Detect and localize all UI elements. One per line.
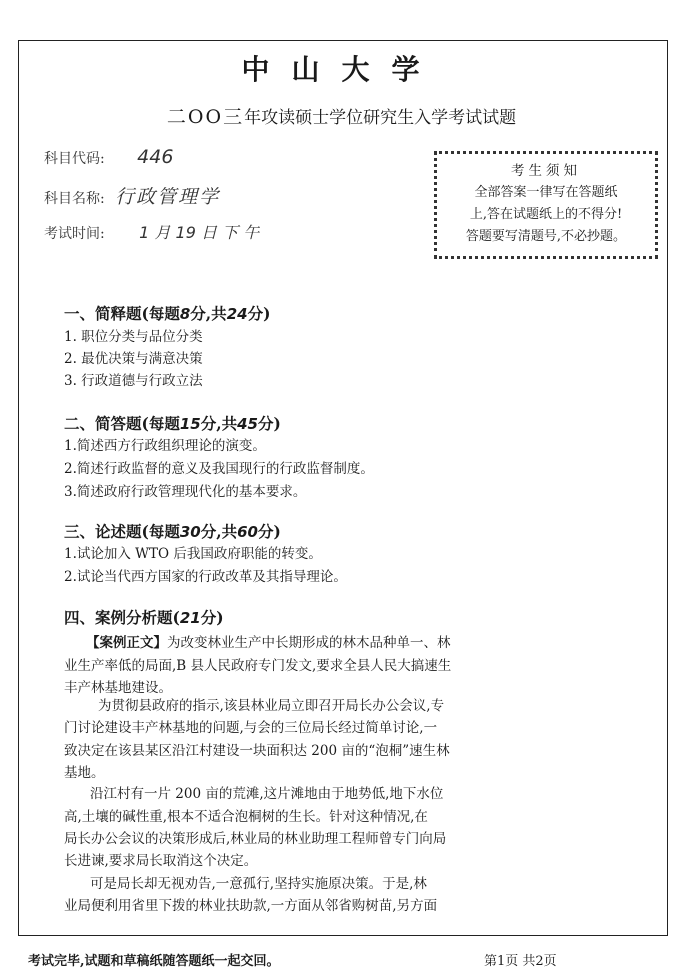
notice-title: 考生须知 xyxy=(511,163,581,179)
section-2-heading xyxy=(64,412,281,434)
section-1-item-1: 1. 职位分类与品位分类 xyxy=(64,329,203,345)
section-2-points-each: 15 xyxy=(179,415,201,433)
section-2-points-total: 45 xyxy=(237,415,258,433)
subject-code-value: 446 xyxy=(137,146,174,168)
case-para-4-line-1: 可是局长却无视劝告,一意孤行,坚持实施原决策。于是,林 xyxy=(90,876,427,892)
section-3-item-1: 1.试论加入 WTO 后我国政府职能的转变。 xyxy=(64,546,322,562)
university-name: 中山大学 xyxy=(241,53,442,86)
section-3-heading-suffix: 分) xyxy=(258,522,281,541)
exam-title xyxy=(0,102,683,129)
section-3-heading-prefix: 三、论述题(每题 xyxy=(64,522,180,541)
exam-time-label: 考试时间: xyxy=(44,226,105,242)
section-1-points-total: 24 xyxy=(226,305,248,323)
case-para-2-line-1: 为贯彻县政府的指示,该县林业局立即召开局长办公会议,专 xyxy=(98,698,445,714)
subject-code-label: 科目代码: xyxy=(44,151,105,167)
case-para-3-line-4: 长进谏,要求局长取消这个决定。 xyxy=(64,853,258,869)
section-1-heading-mid: 分,共 xyxy=(190,304,227,323)
section-1-heading xyxy=(64,302,270,324)
section-4-heading-suffix: 分) xyxy=(200,608,224,627)
case-para-3-line-2: 高,土壤的碱性重,根本不适合泡桐树的生长。针对这种情况,在 xyxy=(64,809,428,825)
section-3-heading xyxy=(64,520,281,542)
notice-line-2: 上,答在试题纸上的不得分! xyxy=(469,207,623,222)
section-2-item-3: 3.简述政府行政管理现代化的基本要求。 xyxy=(64,484,307,500)
exam-time-value: 1 月 19 日 下 午 xyxy=(139,223,260,242)
section-3-heading-mid: 分,共 xyxy=(200,522,238,541)
case-para-3-line-1: 沿江村有一片 200 亩的荒滩,这片滩地由于地势低,地下水位 xyxy=(90,786,444,802)
candidate-notice-box xyxy=(434,151,658,259)
case-label: 【案例正文】 xyxy=(86,635,167,651)
case-para-2-line-4: 基地。 xyxy=(64,765,105,781)
section-4-heading-prefix: 四、案例分析题( xyxy=(64,608,180,627)
case-para-4-line-2: 业局便利用省里下拨的林业扶助款,一方面从邻省购树苗,另方面 xyxy=(64,898,438,914)
section-1-points-each: 8 xyxy=(179,305,191,323)
section-1-heading-suffix: 分) xyxy=(247,304,271,323)
case-para-2-line-3: 致决定在该县某区沿江村建设一块面积达 200 亩的“泡桐”速生林 xyxy=(64,743,450,759)
section-1-item-2: 2. 最优决策与满意决策 xyxy=(64,351,203,367)
notice-line-1: 全部答案一律写在答题纸 xyxy=(474,185,618,200)
exam-time-row xyxy=(44,220,259,243)
subject-name-value: 行政管理学 xyxy=(115,186,221,208)
section-2-heading-mid: 分,共 xyxy=(200,414,238,433)
case-para-1-line-1-text: 为改变林业生产中长期形成的林木品种单一、林 xyxy=(167,635,451,651)
section-1-heading-prefix: 一、简释题(每题 xyxy=(64,304,180,323)
section-2-heading-prefix: 二、简答题(每题 xyxy=(64,414,180,433)
section-4-heading xyxy=(64,606,224,628)
subject-name-row xyxy=(44,182,220,209)
section-1-item-3: 3. 行政道德与行政立法 xyxy=(64,373,203,389)
case-para-1-line-2: 业生产率低的局面,B 县人民政府专门发文,要求全县人民大搞速生 xyxy=(64,658,452,674)
subject-name-label: 科目名称: xyxy=(44,191,105,207)
case-para-3-line-3: 局长办公会议的决策形成后,林业局的林业助理工程师曾专门向局 xyxy=(64,831,447,847)
section-3-points-each: 30 xyxy=(179,523,201,541)
exam-title-text: 年攻读硕士学位研究生入学考试试题 xyxy=(244,108,517,128)
section-2-item-1: 1.简述西方行政组织理论的演变。 xyxy=(64,438,266,454)
case-para-1-line-1 xyxy=(86,631,451,651)
section-2-heading-suffix: 分) xyxy=(258,414,281,433)
section-4-points: 21 xyxy=(179,609,201,627)
page-number: 第1页 共2页 xyxy=(484,954,557,969)
subject-code-row xyxy=(44,146,173,168)
notice-line-3: 答题要写清题号,不必抄题。 xyxy=(465,229,627,244)
section-2-item-2: 2.简述行政监督的意义及我国现行的行政监督制度。 xyxy=(64,461,374,477)
case-para-1-line-3: 丰产林基地建设。 xyxy=(64,680,172,696)
case-para-2-line-2: 门讨论建设丰产林基地的问题,与会的三位局长经过简单讨论,一 xyxy=(64,720,438,736)
section-3-item-2: 2.试论当代西方国家的行政改革及其指导理论。 xyxy=(64,569,347,585)
section-3-points-total: 60 xyxy=(237,523,258,541)
footer-instruction: 考试完毕,试题和草稿纸随答题纸一起交回。 xyxy=(28,954,280,969)
exam-year: 二OO三 xyxy=(166,106,245,128)
